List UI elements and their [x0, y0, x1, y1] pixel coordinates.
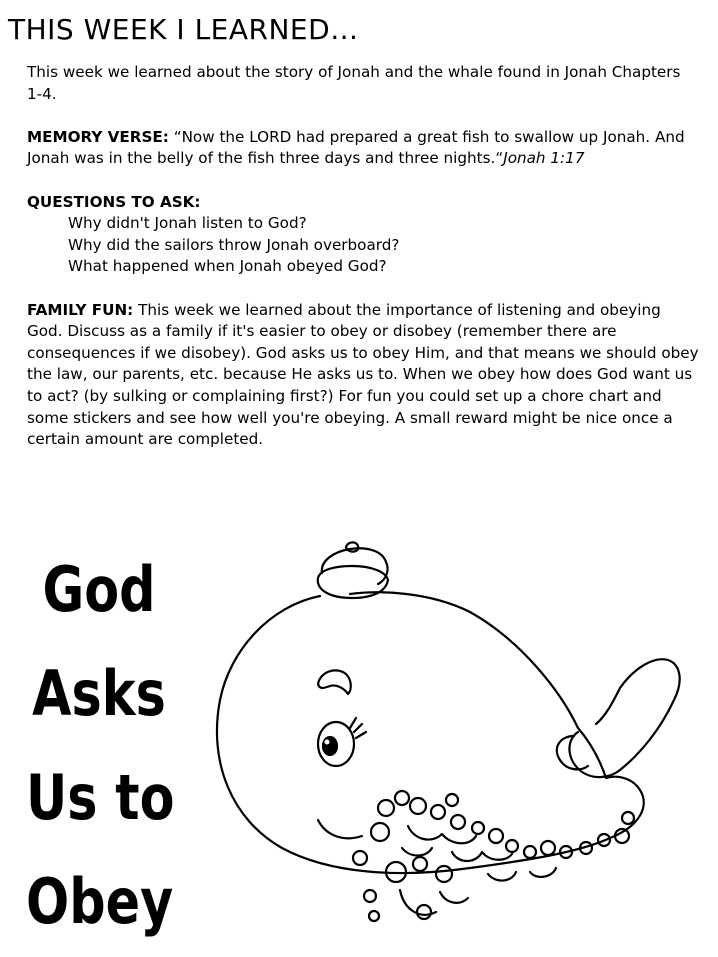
family-fun-label: FAMILY FUN: — [27, 300, 134, 319]
questions-label: QUESTIONS TO ASK: — [27, 192, 201, 211]
slogan-word: God — [42, 553, 156, 626]
slogan-word: Us to — [26, 761, 175, 834]
question-item: What happened when Jonah obeyed God? — [68, 257, 387, 276]
slogan — [10, 538, 188, 954]
slogan-word: Asks — [32, 657, 166, 730]
memory-verse-text: “Now the LORD had prepared a great fish to swallow up Jonah. And Jonah was in the belly of the fish three days and three nights.“ — [27, 127, 685, 168]
memory-verse-reference: Jonah 1:17 — [503, 149, 585, 168]
question-item: Why didn't Jonah listen to God? — [68, 214, 307, 233]
whale-eyebrow — [318, 670, 351, 694]
question-item: Why did the sailors throw Jonah overboard? — [68, 235, 400, 254]
family-fun-text: This week we learned about the importance of listening and obeying God. Discuss as a family if it's easier to obey or disobey (remember there are consequences if we disobey). God asks us to obey Him, and that means we should obey the law, our parents, etc. because He asks us to. When we obey how does God want us to act? (by sulking or complaining first?) For fun you could set up a chore chart and some stickers and see how well you're obeying. A small reward might be nice once a certain amount are completed. — [27, 300, 699, 449]
intro-paragraph: This week we learned about the story of Jonah and the whale found in Jonah Chapters 1-4. — [27, 63, 681, 103]
slogan-word: Obey — [26, 865, 174, 938]
sailor-cap — [318, 542, 388, 598]
questions-list — [27, 213, 699, 278]
whale-with-sailor-cap-icon — [190, 525, 710, 957]
memory-verse-label: MEMORY VERSE: — [27, 127, 169, 146]
water-bubbles — [353, 791, 634, 921]
page-title: THIS WEEK I LEARNED… — [8, 13, 359, 46]
lesson-content — [27, 62, 699, 451]
whale-smile — [318, 820, 362, 838]
whale-eye — [318, 718, 366, 766]
whale-tail — [569, 659, 679, 777]
family-fun-paragraph — [27, 300, 699, 451]
memory-verse-paragraph — [27, 127, 699, 170]
whale-body — [217, 592, 644, 873]
